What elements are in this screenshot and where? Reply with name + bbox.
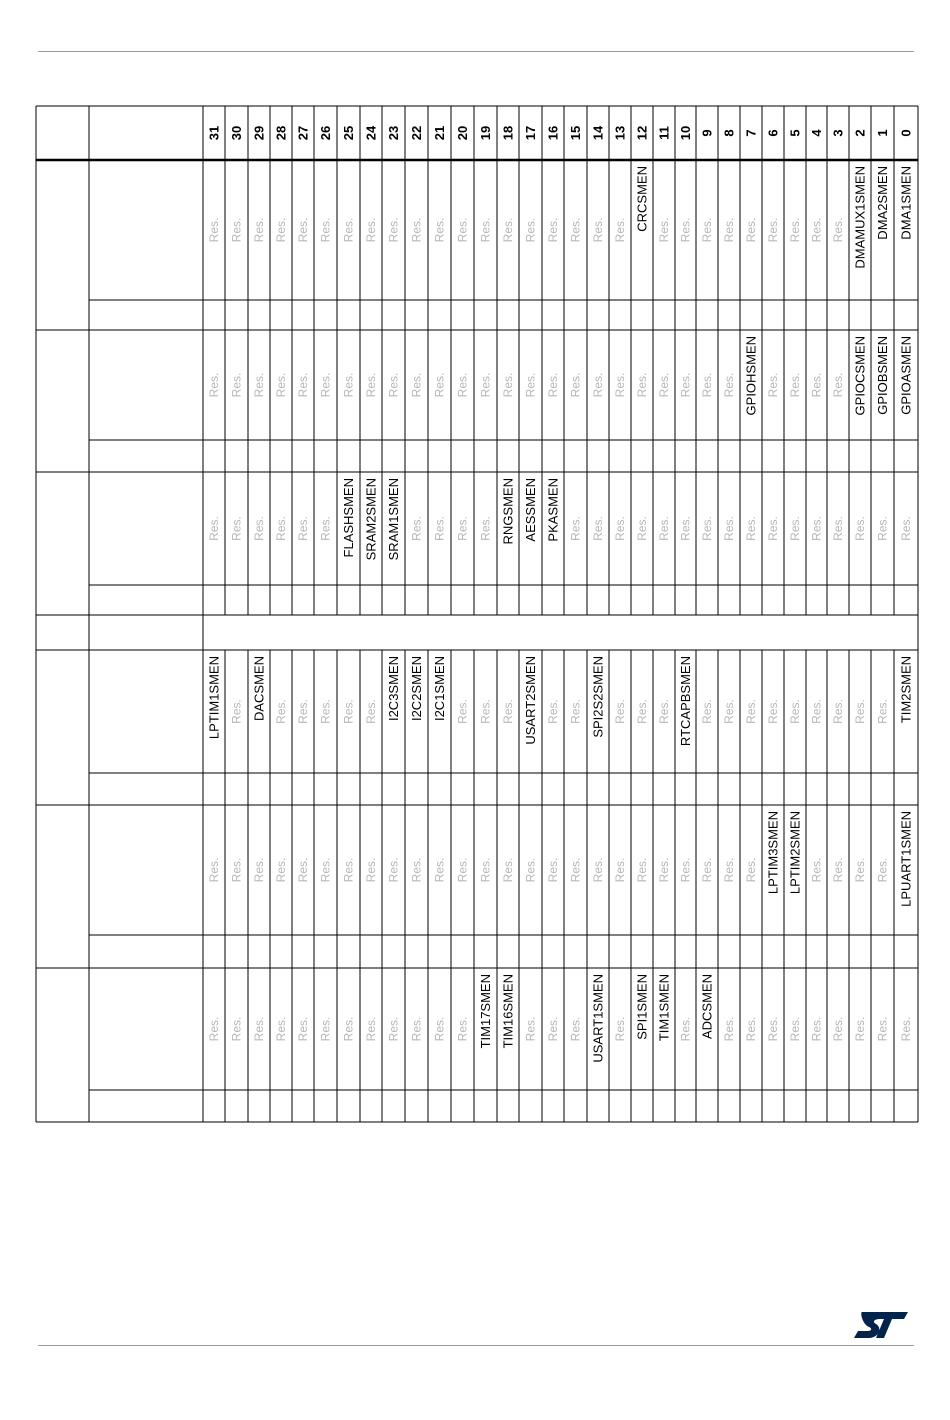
reserved-label: Res.: [409, 217, 424, 243]
reserved-label: Res.: [678, 857, 693, 883]
reserved-label: Res.: [744, 857, 758, 883]
reserved-label: Res.: [766, 372, 780, 398]
reserved-label: Res.: [700, 516, 714, 541]
field-name: TIM2SMEN: [898, 656, 914, 724]
bit-number-label: 26: [318, 125, 333, 141]
reserved-label: Res.: [700, 857, 714, 883]
reserved-label: Res.: [318, 1016, 333, 1042]
field-name: FLASHSMEN: [341, 478, 356, 558]
field-name: SRAM1SMEN: [386, 478, 401, 561]
bit-number-label: 4: [809, 129, 824, 137]
reserved-label: Res.: [546, 1016, 560, 1042]
reserved-label: Res.: [296, 1016, 310, 1042]
reserved-label: Res.: [568, 857, 583, 883]
bit-number-label: 18: [500, 125, 516, 141]
reserved-label: Res.: [296, 372, 310, 398]
field-name: LPTIM3SMEN: [765, 811, 781, 895]
reserved-label: Res.: [722, 516, 736, 541]
bit-number-label: 29: [251, 125, 267, 141]
bit-number-label: 22: [409, 125, 424, 141]
field-name: RNGSMEN: [500, 478, 516, 545]
reserved-label: Res.: [364, 372, 378, 398]
reserved-label: Res.: [546, 217, 560, 243]
reserved-label: Res.: [207, 516, 221, 541]
reserved-label: Res.: [523, 857, 538, 883]
reserved-label: Res.: [455, 217, 470, 243]
reserved-label: Res.: [568, 699, 583, 724]
field-name: SRAM2SMEN: [363, 478, 379, 561]
field-name: AESSMEN: [523, 478, 538, 542]
reserved-label: Res.: [809, 857, 824, 883]
reserved-label: Res.: [809, 699, 824, 724]
reserved-label: Res.: [478, 372, 493, 398]
reserved-label: Res.: [635, 372, 649, 398]
bit-number-label: 20: [455, 125, 470, 141]
reserved-label: Res.: [766, 217, 780, 243]
reserved-label: Res.: [788, 372, 802, 398]
reserved-label: Res.: [568, 217, 583, 243]
reserved-label: Res.: [501, 857, 515, 883]
reserved-label: Res.: [523, 1016, 538, 1042]
field-name: SPI1SMEN: [634, 974, 650, 1040]
reserved-label: Res.: [386, 217, 401, 243]
reserved-label: Res.: [252, 217, 266, 243]
reserved-label: Res.: [523, 372, 538, 398]
bit-number-label: 0: [898, 129, 914, 137]
reserved-label: Res.: [635, 857, 649, 883]
reserved-label: Res.: [296, 217, 310, 243]
reserved-label: Res.: [853, 1016, 867, 1042]
field-name: SPI2S2SMEN: [590, 656, 606, 738]
reserved-label: Res.: [229, 372, 244, 398]
reserved-label: Res.: [788, 516, 802, 541]
bit-number-label: 17: [523, 125, 538, 141]
reserved-label: Res.: [341, 699, 356, 724]
bit-number-label: 14: [590, 125, 606, 141]
reserved-label: Res.: [386, 1016, 401, 1042]
reserved-label: Res.: [613, 217, 627, 243]
reserved-label: Res.: [722, 217, 736, 243]
reserved-label: Res.: [809, 516, 824, 541]
reserved-label: Res.: [523, 217, 538, 243]
bit-number-label: 1: [875, 129, 890, 137]
reserved-label: Res.: [318, 857, 333, 883]
reserved-label: Res.: [478, 217, 493, 243]
bit-number-label: 2: [852, 129, 868, 137]
reserved-label: Res.: [501, 372, 515, 398]
reserved-label: Res.: [478, 699, 493, 724]
reserved-label: Res.: [274, 857, 288, 883]
bit-number-label: 3: [830, 129, 846, 137]
reserved-label: Res.: [229, 217, 244, 243]
field-name: TIM17SMEN: [478, 974, 493, 1049]
reserved-label: Res.: [274, 1016, 288, 1042]
reserved-label: Res.: [613, 1016, 627, 1042]
reserved-label: Res.: [207, 372, 221, 398]
reserved-label: Res.: [591, 372, 605, 398]
field-name: USART2SMEN: [523, 656, 538, 745]
reserved-label: Res.: [875, 1016, 890, 1042]
reserved-label: Res.: [788, 217, 802, 243]
reserved-label: Res.: [432, 857, 447, 883]
reserved-label: Res.: [229, 857, 244, 883]
reserved-label: Res.: [899, 516, 913, 541]
reserved-label: Res.: [678, 1016, 693, 1042]
reserved-label: Res.: [568, 1016, 583, 1042]
reserved-label: Res.: [455, 857, 470, 883]
reserved-label: Res.: [809, 372, 824, 398]
bit-number-label: 23: [386, 125, 401, 141]
reserved-label: Res.: [432, 1016, 447, 1042]
field-name: GPIOBSMEN: [875, 336, 890, 415]
reserved-label: Res.: [613, 699, 627, 724]
reserved-label: Res.: [722, 1016, 736, 1042]
reserved-label: Res.: [318, 217, 333, 243]
reserved-label: Res.: [678, 516, 693, 541]
bit-number-label: 10: [678, 125, 693, 141]
bit-number-label: 30: [229, 125, 244, 141]
reserved-label: Res.: [364, 1016, 378, 1042]
reserved-label: Res.: [207, 217, 221, 243]
reserved-label: Res.: [766, 699, 780, 724]
reserved-label: Res.: [341, 372, 356, 398]
field-name: RTCAPBSMEN: [678, 656, 693, 747]
reserved-label: Res.: [657, 699, 671, 724]
bit-number-label: 28: [273, 125, 289, 141]
reserved-label: Res.: [744, 516, 758, 541]
reserved-label: Res.: [229, 1016, 244, 1042]
field-name: GPIOCSMEN: [852, 336, 868, 416]
bit-number-label: 15: [568, 125, 583, 141]
reserved-label: Res.: [432, 217, 447, 243]
reserved-label: Res.: [229, 699, 244, 724]
reserved-label: Res.: [853, 699, 867, 724]
reserved-label: Res.: [318, 699, 333, 724]
reserved-label: Res.: [501, 699, 515, 724]
reserved-label: Res.: [809, 1016, 824, 1042]
reserved-label: Res.: [568, 516, 583, 541]
reserved-label: Res.: [875, 516, 890, 541]
reserved-label: Res.: [546, 699, 560, 724]
field-name: PKASMEN: [545, 478, 561, 542]
bit-number-label: 21: [432, 125, 447, 141]
reserved-label: Res.: [875, 699, 890, 724]
bit-number-label: 6: [765, 129, 781, 137]
reserved-label: Res.: [788, 699, 802, 724]
field-name: LPUART1SMEN: [898, 811, 914, 907]
reserved-label: Res.: [700, 217, 714, 243]
reserved-label: Res.: [591, 217, 605, 243]
field-name: ADCSMEN: [699, 974, 715, 1040]
field-name: CRCSMEN: [634, 166, 650, 232]
reserved-label: Res.: [853, 857, 867, 883]
reserved-label: Res.: [386, 857, 401, 883]
reserved-label: Res.: [700, 699, 714, 724]
reserved-label: Res.: [831, 699, 845, 724]
reserved-label: Res.: [455, 699, 470, 724]
reserved-label: Res.: [766, 516, 780, 541]
reserved-label: Res.: [296, 699, 310, 724]
reserved-label: Res.: [635, 516, 649, 541]
bit-number-label: 24: [363, 125, 379, 141]
reserved-label: Res.: [788, 1016, 802, 1042]
field-name: DMAMUX1SMEN: [852, 166, 868, 269]
reserved-label: Res.: [274, 699, 288, 724]
reserved-label: Res.: [831, 372, 845, 398]
reserved-label: Res.: [386, 372, 401, 398]
bit-number-label: 7: [743, 129, 759, 137]
reserved-label: Res.: [409, 857, 424, 883]
bit-number-label: 19: [478, 125, 493, 141]
reserved-label: Res.: [700, 372, 714, 398]
reserved-label: Res.: [341, 217, 356, 243]
field-name: I2C2SMEN: [409, 656, 424, 722]
reserved-label: Res.: [207, 857, 221, 883]
reserved-label: Res.: [252, 372, 266, 398]
field-name: DMA1SMEN: [898, 166, 914, 240]
reserved-label: Res.: [455, 1016, 470, 1042]
reserved-label: Res.: [831, 516, 845, 541]
reserved-label: Res.: [318, 372, 333, 398]
field-name: LPTIM2SMEN: [787, 811, 803, 895]
reserved-label: Res.: [657, 372, 671, 398]
field-name: TIM16SMEN: [500, 974, 516, 1049]
field-name: I2C3SMEN: [386, 656, 401, 722]
bit-number-label: 31: [206, 125, 222, 141]
reserved-label: Res.: [252, 516, 266, 541]
reserved-label: Res.: [318, 516, 333, 541]
field-name: USART1SMEN: [590, 974, 606, 1063]
reserved-label: Res.: [722, 699, 736, 724]
reserved-label: Res.: [831, 857, 845, 883]
reserved-label: Res.: [613, 516, 627, 541]
reserved-label: Res.: [252, 857, 266, 883]
reserved-label: Res.: [274, 516, 288, 541]
reserved-label: Res.: [591, 516, 605, 541]
reserved-label: Res.: [274, 372, 288, 398]
reserved-label: Res.: [678, 217, 693, 243]
reserved-label: Res.: [478, 857, 493, 883]
st-logo-icon: [852, 1310, 910, 1340]
reserved-label: Res.: [722, 857, 736, 883]
reserved-label: Res.: [341, 1016, 356, 1042]
bit-number-label: 9: [699, 129, 715, 137]
reserved-label: Res.: [899, 1016, 913, 1042]
field-name: DMA2SMEN: [875, 166, 890, 240]
reserved-label: Res.: [432, 372, 447, 398]
reserved-label: Res.: [409, 516, 424, 541]
reserved-label: Res.: [409, 1016, 424, 1042]
reserved-label: Res.: [274, 217, 288, 243]
reserved-label: Res.: [744, 217, 758, 243]
reserved-label: Res.: [455, 516, 470, 541]
reserved-label: Res.: [657, 217, 671, 243]
reserved-label: Res.: [229, 516, 244, 541]
field-name: I2C1SMEN: [432, 656, 447, 722]
reserved-label: Res.: [853, 516, 867, 541]
reserved-label: Res.: [296, 857, 310, 883]
reserved-label: Res.: [657, 857, 671, 883]
reserved-label: Res.: [809, 217, 824, 243]
field-name: LPTIM1SMEN: [206, 656, 222, 740]
reserved-label: Res.: [207, 1016, 221, 1042]
reserved-label: Res.: [432, 516, 447, 541]
reserved-label: Res.: [766, 1016, 780, 1042]
reserved-label: Res.: [831, 217, 845, 243]
reserved-label: Res.: [501, 217, 515, 243]
reserved-label: Res.: [635, 699, 649, 724]
field-name: GPIOHSMEN: [743, 336, 759, 416]
reserved-label: Res.: [455, 372, 470, 398]
reserved-label: Res.: [364, 857, 378, 883]
reserved-label: Res.: [678, 372, 693, 398]
reserved-label: Res.: [546, 372, 560, 398]
reserved-label: Res.: [744, 1016, 758, 1042]
reserved-label: Res.: [341, 857, 356, 883]
reserved-label: Res.: [657, 516, 671, 541]
bit-number-label: 27: [295, 125, 311, 141]
reserved-label: Res.: [478, 516, 493, 541]
bit-number-label: 12: [634, 125, 650, 141]
reserved-label: Res.: [364, 699, 378, 724]
reserved-label: Res.: [296, 516, 310, 541]
bit-number-label: 11: [656, 126, 672, 140]
reserved-label: Res.: [722, 372, 736, 398]
reserved-label: Res.: [568, 372, 583, 398]
reserved-label: Res.: [613, 372, 627, 398]
bit-number-label: 16: [545, 125, 561, 141]
reserved-label: Res.: [409, 372, 424, 398]
reserved-label: Res.: [744, 699, 758, 724]
bit-number-label: 8: [721, 129, 737, 137]
reserved-label: Res.: [364, 217, 378, 243]
reserved-label: Res.: [831, 1016, 845, 1042]
reserved-label: Res.: [546, 857, 560, 883]
bit-number-label: 5: [787, 129, 803, 137]
field-name: TIM1SMEN: [656, 974, 672, 1042]
reserved-label: Res.: [613, 857, 627, 883]
field-name: DACSMEN: [251, 656, 267, 722]
reserved-label: Res.: [252, 1016, 266, 1042]
reserved-label: Res.: [875, 857, 890, 883]
field-name: GPIOASMEN: [898, 336, 914, 415]
bit-number-label: 13: [612, 125, 628, 141]
bit-number-label: 25: [341, 125, 356, 141]
reserved-label: Res.: [591, 857, 605, 883]
